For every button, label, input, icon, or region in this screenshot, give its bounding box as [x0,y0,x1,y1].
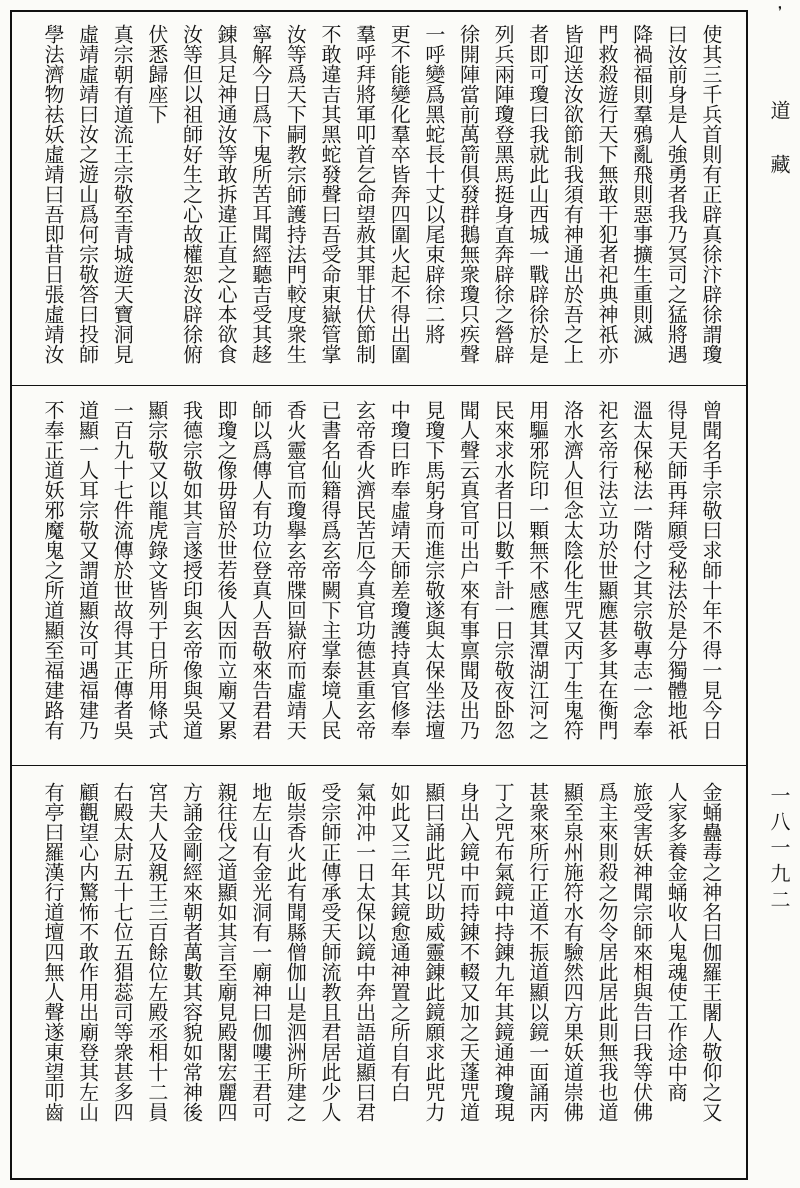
text-column: 爲主來則殺之勿令居此居此則無我也道 [595,782,619,1122]
text-column: 右殿太尉五十七位五猖蕊司等衆甚多四 [110,782,135,1122]
page-number: 一八一九二 [767,785,791,915]
text-column: 一呼變爲黑蛇長十丈以尾束辟徐二將 [421,24,446,344]
text-column: 民來求水者日以數千計一日宗敬夜卧忽 [491,400,516,740]
text-column: 徐開陣當前萬箭俱發群鵝無衆瓊只疾聲 [456,24,481,364]
text-column: 身出入鏡中而持錬不輟又加之天蓬咒道 [456,782,481,1122]
text-column: 方誦金剛經來朝者萬數其容貌如常神後 [179,782,204,1122]
text-column: 顯曰誦此咒以助威靈錬此鏡願求此咒力 [421,782,446,1122]
text-column: 皆迎送汝欲節制我須有神通出於吾之上 [560,24,585,364]
text-column: 顯宗敬又以龍虎錄文皆列于日所用條式 [144,400,169,740]
text-column: 列兵兩陣瓊登黑馬挺身直奔辟徐之營辟 [491,24,516,364]
text-column: 人家多養金蛹收人鬼魂使工作途中商 [664,782,689,1102]
text-column: 中瓊曰昨奉虛靖天師差瓊護持真官修奉 [387,400,412,740]
text-column: 錬具足神通汝等敢拆違正直之心本欲食 [214,24,239,364]
text-column: 伏悉歸座下 [144,24,169,124]
text-column: 氣冲冲一日太保以鏡中奔出語道顯曰君 [352,782,377,1122]
text-column: 祀玄帝行法立功於世顯應甚多其在衡門 [595,400,619,740]
text-column: 旅受害妖神聞宗師來相與告曰我等伏佛 [629,782,654,1122]
text-column: 洛水濟人但念太陰化生咒又丙丁生鬼符 [560,400,585,740]
text-column: 一百九十七件流傳於世故得其正傳者吳 [110,400,135,740]
text-column: 玄帝香火濟民苦厄今真官功德甚重玄帝 [352,400,377,740]
text-column: 虛靖虛靖曰汝之遊山爲何宗敬答曰投師 [75,24,100,364]
text-column: 溫太保秘法一階付之其宗敬專志一念奉 [629,400,654,740]
text-column: 得見天師再拜願受秘法於是分獨體地祇 [664,400,689,740]
text-column: 曾聞名手宗敬曰求師十年不得一見今日 [698,400,723,740]
text-column: 已書名仙籍得爲玄帝闕下主掌泰境人民 [318,400,342,740]
text-column: 曰汝前身是人強勇者我乃冥司之猛將遇 [664,24,689,364]
text-column: 地左山有金光洞有一廟神曰伽嘍王君可 [248,782,273,1122]
text-column: 使其三千兵首則有正辟真徐汴辟徐謂瓊 [698,24,723,364]
text-column: 不敢違吉其黑蛇發聲曰吾受命東嶽管掌 [318,24,342,364]
text-panel-bottom [12,770,746,1172]
text-column: 汝等但以祖師好生之心故權恕汝辟徐俯 [179,24,204,364]
text-column: 受宗師正傳承受天師流教且君居此少人 [318,782,342,1122]
text-column: 顯至泉州施符水有驗然四方果妖道崇佛 [560,782,585,1122]
text-column: 金蛹蠱毒之神名曰伽羅王闍人敬仰之又 [698,782,723,1122]
text-column: 汝等爲天下嗣教宗師護持法門較度衆生 [283,24,308,364]
text-column: 用驅邪院印一顆無不感應其潭湖江河之 [525,400,550,740]
text-column: 即瓊之像毋留於世若後人因而立廟又累 [214,400,239,740]
text-column: 見瓊下馬躬身而進宗敬遂與太保坐法壇 [421,400,446,740]
text-column: 道顯一人耳宗敬又謂道顯汝可遇福建乃 [75,400,100,740]
panel-divider [12,385,746,386]
text-column: 聞人聲云真官可出户來有事禀聞及出乃 [456,400,481,740]
text-column: 親往伐之道顯如其言至廟見殿閣宏麗四 [214,782,239,1122]
text-column: 如此又三年其鏡愈通神置之所自有白 [387,782,412,1102]
text-column: 皈崇香火此有聞縣僧伽山是泗洲所建之 [283,782,308,1122]
text-column: 有亭曰羅漢行道壇四無人聲遂東望叩齒 [41,782,65,1122]
text-column: 寧解今日爲下鬼所苦耳聞經聽吉受其趍 [248,24,273,364]
text-panel-top [12,12,746,384]
text-column: 宮夫人及親王三百餘位左殿丞相十二員 [144,782,169,1122]
corner-mark: ❜ [778,4,782,18]
text-column: 香火靈官而瓊擧玄帝牒回嶽府而虛靖天 [283,400,308,740]
text-column: 我德宗敬如其言遂授印與玄帝像與吳道 [179,400,204,740]
text-column: 丁之咒布氣鏡中持錬九年其鏡通神瓊現 [491,782,516,1122]
panel-divider [12,765,746,766]
text-column: 甚衆來所行正道不振道顯以鏡一面誦丙 [525,782,550,1122]
text-column: 真宗朝有道流王宗敬至青城遊天寶洞見 [110,24,135,364]
text-column: 門救殺遊行天下無敢干犯者祀典神祇亦 [595,24,619,364]
text-column: 更不能變化羣卒皆奔四圍火起不得出圍 [387,24,412,364]
text-column: 顧觀望心内驚怖不敢作用出廟登其左山 [75,782,100,1122]
book-title: 道藏 [767,100,791,208]
text-column: 羣呼拜將軍叩首乞命望赦其罪甘伏節制 [352,24,377,364]
text-column: 者即可瓊曰我就此山西城一戰辟徐於是 [525,24,550,364]
text-panel-middle [12,388,746,764]
text-column: 師以爲傳人有功位登真人吾敬來告君君 [248,400,273,740]
text-column: 降禍福則羣鴉亂飛則惡事擴生重則滅 [629,24,654,344]
text-column: 不奉正道妖邪魔鬼之所道顯至福建路有 [41,400,65,740]
text-column: 學法濟物祛妖虛靖曰吾即昔日張虛靖汝 [41,24,65,364]
